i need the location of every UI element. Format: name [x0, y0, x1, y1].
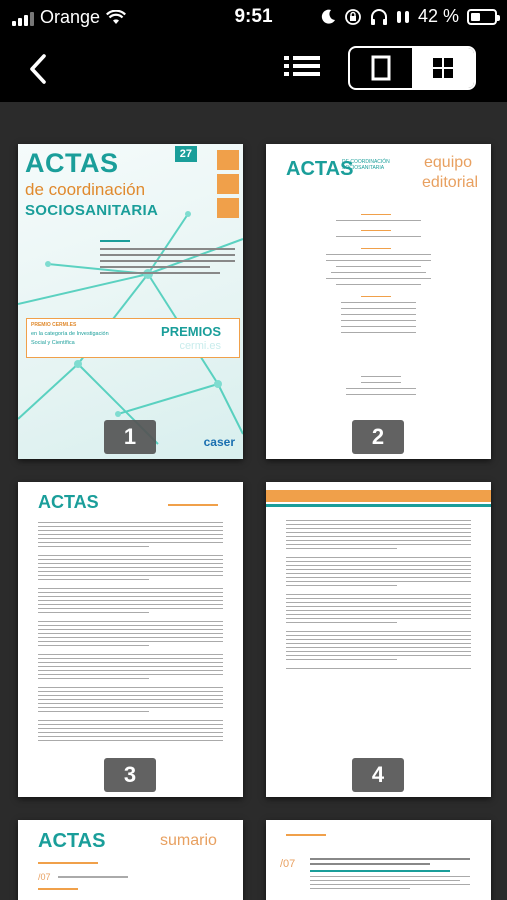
text-line	[286, 610, 471, 611]
page-heading: equipo	[424, 154, 473, 171]
text-line	[38, 662, 223, 663]
text-line	[38, 596, 223, 597]
page-thumbnail-1[interactable]	[18, 144, 243, 459]
text-line	[38, 736, 223, 737]
sponsor-logo: caser	[203, 435, 235, 449]
text-line	[38, 728, 223, 729]
award-box	[26, 318, 240, 358]
text-line	[286, 536, 471, 537]
text-line	[38, 563, 223, 564]
header-band	[266, 490, 491, 502]
text-line	[38, 555, 223, 556]
page-number-badge: 4	[352, 758, 404, 792]
text-line	[38, 625, 223, 626]
text-line	[38, 633, 223, 634]
text-line	[38, 567, 223, 568]
text-line	[286, 655, 471, 656]
text-line	[38, 670, 223, 671]
journal-logo: ACTAS	[38, 492, 99, 512]
text-line	[286, 569, 471, 570]
battery-icon	[467, 9, 497, 25]
single-page-icon	[370, 55, 392, 81]
moon-icon	[320, 9, 336, 25]
award-heading: PREMIO CERMI.ES	[31, 322, 77, 328]
grid-view-button[interactable]	[412, 48, 474, 88]
text-line	[286, 528, 471, 529]
header-rule	[266, 504, 491, 507]
text-line	[38, 654, 223, 655]
text-line	[38, 691, 223, 692]
text-line	[38, 674, 223, 675]
clock: 9:51	[234, 6, 273, 27]
award-line: Social y Científica	[31, 340, 75, 346]
award-logo: PREMIOS	[161, 324, 221, 339]
text-line	[286, 614, 471, 615]
text-line	[286, 565, 471, 566]
text-line	[286, 643, 471, 644]
text-line	[38, 522, 223, 523]
text-line	[38, 608, 223, 609]
page-thumbnail-4[interactable]	[266, 482, 491, 797]
text-line	[38, 658, 223, 659]
text-line	[286, 540, 471, 541]
text-line	[38, 711, 149, 712]
text-line	[286, 602, 471, 603]
toolbar	[0, 36, 507, 102]
text-line	[38, 699, 223, 700]
issue-number: 27	[175, 146, 197, 162]
text-line	[286, 622, 397, 623]
text-line	[38, 588, 223, 589]
text-line	[38, 559, 223, 560]
list-view-button[interactable]	[282, 52, 322, 84]
text-line	[38, 641, 223, 642]
grid-icon	[431, 56, 455, 80]
text-line	[38, 720, 223, 721]
page-heading: sumario	[160, 832, 217, 849]
text-line	[38, 666, 223, 667]
text-line	[286, 544, 471, 545]
index-number: /07	[280, 858, 296, 870]
text-line	[38, 740, 223, 741]
text-line	[286, 581, 471, 582]
page-thumbnail-2[interactable]	[266, 144, 491, 459]
journal-logo: ACTAS	[38, 830, 106, 852]
text-line	[286, 647, 471, 648]
status-bar	[0, 0, 507, 36]
cover-title: ACTAS	[25, 148, 119, 178]
carrier-name: Orange	[40, 7, 101, 27]
cover-tab	[217, 174, 239, 194]
text-line	[286, 561, 471, 562]
page-thumbnail-3[interactable]	[18, 482, 243, 797]
page-number-badge: 2	[352, 420, 404, 454]
text-line	[286, 532, 471, 533]
cover-tab	[217, 150, 239, 170]
text-line	[38, 526, 223, 527]
airpods-icon	[396, 9, 410, 25]
text-line	[38, 604, 223, 605]
text-line	[38, 732, 223, 733]
cover-tab	[217, 198, 239, 218]
text-line	[38, 621, 223, 622]
journal-logo-sub: SOCIOSANITARIA	[342, 165, 385, 171]
back-button[interactable]	[24, 52, 54, 86]
page-thumbnail-grid	[0, 102, 507, 900]
text-line	[38, 678, 149, 679]
text-line	[286, 668, 471, 669]
journal-logo: ACTAS	[286, 158, 354, 180]
text-line	[286, 618, 471, 619]
page-thumbnail-6[interactable]	[266, 820, 491, 900]
text-line	[38, 637, 223, 638]
page-heading: editorial	[422, 174, 479, 191]
award-line: en la categoría de Investigación	[31, 331, 109, 337]
text-line	[38, 534, 223, 535]
text-line	[286, 606, 471, 607]
text-line	[38, 612, 149, 613]
text-line	[38, 592, 223, 593]
text-line	[286, 635, 471, 636]
headphones-icon	[370, 9, 388, 25]
text-line	[38, 600, 223, 601]
text-line	[286, 598, 471, 599]
text-line	[38, 571, 223, 572]
page-number-badge: 3	[104, 758, 156, 792]
view-mode-toggle	[348, 46, 476, 90]
text-line	[286, 524, 471, 525]
text-line	[38, 703, 223, 704]
text-line	[38, 707, 223, 708]
text-line	[286, 631, 471, 632]
text-line	[38, 629, 223, 630]
text-line	[38, 724, 223, 725]
cover-subtitle-2: SOCIOSANITARIA	[25, 202, 159, 219]
text-line	[38, 546, 149, 547]
text-line	[286, 639, 471, 640]
text-line	[286, 594, 471, 595]
page-thumbnail-5[interactable]	[18, 820, 243, 900]
text-line	[286, 557, 471, 558]
journal-logo-sub: DE COORDINACIÓN	[342, 159, 390, 165]
text-line	[38, 542, 223, 543]
text-line	[286, 573, 471, 574]
text-line	[286, 520, 471, 521]
text-line	[38, 687, 223, 688]
text-line	[286, 585, 397, 586]
index-number: /07	[38, 872, 51, 882]
text-line	[286, 548, 397, 549]
text-line	[286, 651, 471, 652]
single-page-view-button[interactable]	[350, 48, 412, 88]
text-line	[38, 538, 223, 539]
text-line	[38, 530, 223, 531]
cover-subtitle: de coordinación	[25, 180, 146, 199]
text-line	[38, 579, 149, 580]
page-number-badge: 1	[104, 420, 156, 454]
text-line	[286, 659, 397, 660]
text-line	[286, 577, 471, 578]
award-logo-sub: cermi.es	[179, 340, 221, 352]
text-line	[38, 645, 149, 646]
text-line	[38, 575, 223, 576]
text-line	[38, 695, 223, 696]
battery-percent: 42 %	[417, 6, 459, 26]
rotation-lock-icon	[344, 8, 362, 26]
